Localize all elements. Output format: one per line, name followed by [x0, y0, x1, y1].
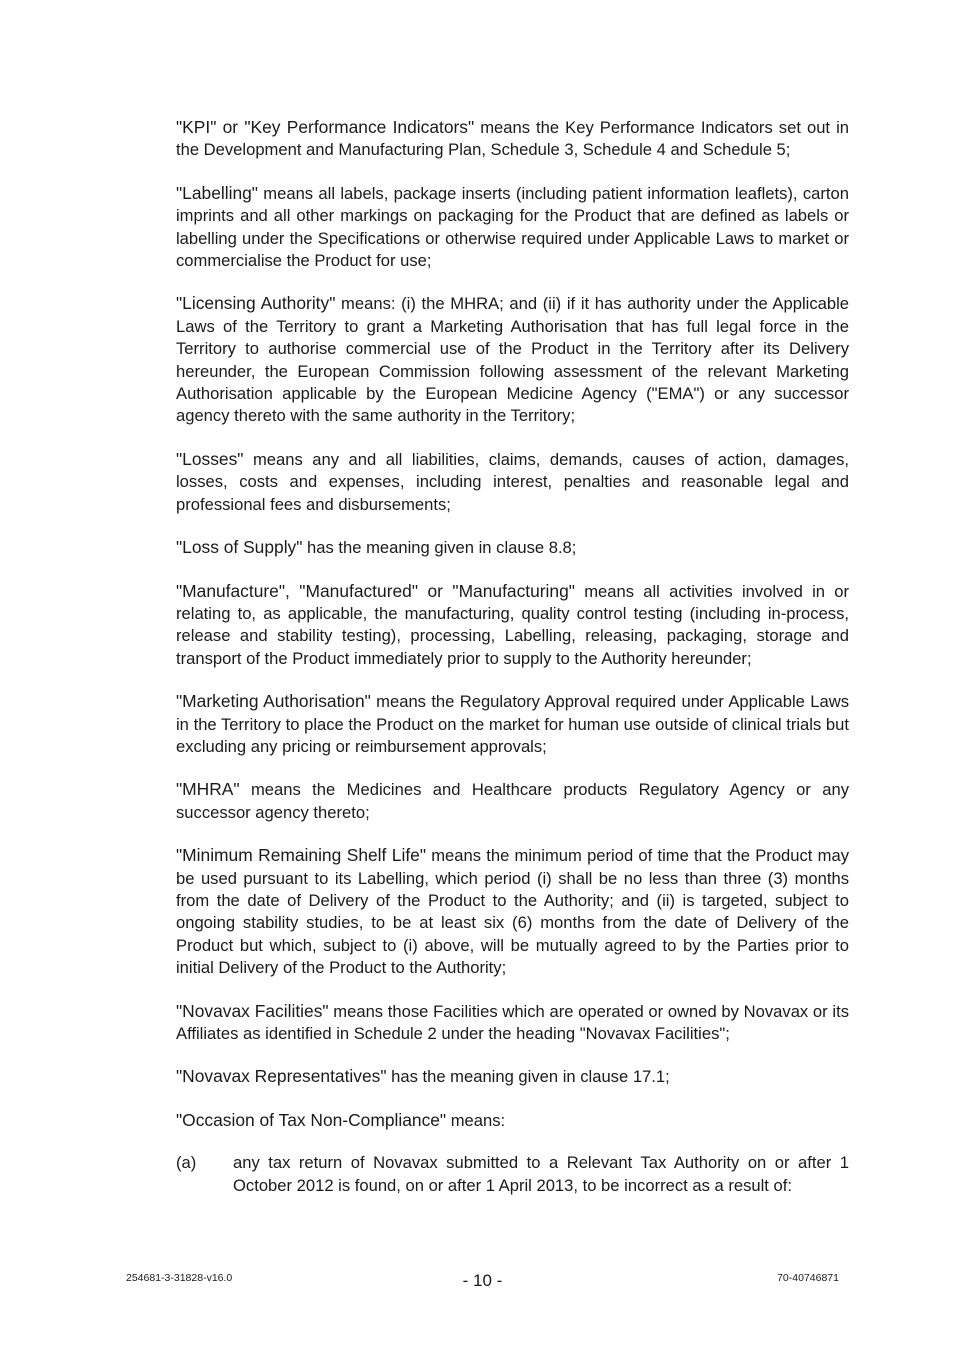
definition-term: "Novavax Facilities" [176, 1000, 329, 1021]
definition-mhra [176, 778, 849, 824]
definition-text: means the Medicines and Healthcare products Regulatory Agency or any successor agency thereto; [176, 780, 849, 822]
definition-text: means all labels, package inserts (including patient information leaflets), carton imprints and all other markings on packaging for the Product that are defined as labels or labelling under the Specifications or otherwise required under Applicable Laws to market or commercialise the Product for use; [176, 183, 849, 271]
footer-reference: 70-40746871 [777, 1272, 839, 1284]
list-item-label: (a) [176, 1153, 197, 1173]
list-item [176, 1152, 849, 1197]
definition-term: "Minimum Remaining Shelf Life" [176, 845, 427, 866]
definition-losses [176, 448, 849, 516]
definition-text: means the Regulatory Approval required under Applicable Laws in the Territory to place the Product on the market for human use outside of clinical trials but excluding any pricing or reimbursement approvals; [176, 692, 849, 756]
definition-term: "Loss of Supply" [176, 537, 303, 558]
definition-labelling [176, 182, 849, 273]
definition-term: "KPI" or "Key Performance Indicators" [176, 117, 475, 137]
definition-text: means the minimum period of time that the Product may be used pursuant to its Labelling, which period (i) shall be no less than three (3) months from the date of Delivery of the Product to the Authority; and (ii) is targeted, subject to ongoing stability studies, to be at least six (6) months from the date of Delivery of the Product but which, subject to (i) above, will be mutually agreed to by the Parties prior to initial Delivery of the Product to the Authority; [176, 846, 849, 978]
definition-minimum-remaining-shelf-life [176, 844, 849, 979]
definition-manufacture [176, 580, 849, 671]
definition-text: means all activities involved in or relating to, as applicable, the manufacturing, quality control testing (including in-process, release and stability testing), processing, Labelling, releasing, packaging, storage and transport of the Product immediately prior to supply to the Authority hereunder; [176, 581, 850, 668]
definition-text: means any and all liabilities, claims, demands, causes of action, damages, losses, costs and expenses, including interest, penalties and reasonable legal and professional fees and disbursements; [176, 449, 849, 514]
definition-marketing-authorisation [176, 690, 849, 758]
definition-term: "Occasion of Tax Non-Compliance" [176, 1109, 447, 1130]
definition-term: "MHRA" [176, 779, 240, 800]
definition-text: means: [446, 1110, 506, 1130]
definition-term: "Manufacture", "Manufactured" or "Manufacturing" [176, 580, 575, 601]
definition-text: means the Key Performance Indicators set out in the Development and Manufacturing Plan, Schedule 3, Schedule 4 and Schedule 5; [176, 118, 849, 160]
definition-novavax-representatives [176, 1065, 849, 1088]
definition-kpi [176, 116, 849, 162]
page-number: - 10 - [462, 1271, 503, 1290]
definition-term: "Losses" [176, 448, 244, 469]
list-item-text: any tax return of Novavax submitted to a Relevant Tax Authority on or after 1 October 2012 is found, on or after 1 April 2013, to be incorrect as a result of: [233, 1153, 849, 1195]
definition-text: has the meaning given in clause 8.8; [302, 538, 577, 558]
definition-novavax-facilities [176, 1000, 849, 1046]
footer-document-id: 254681-3-31828-v16.0 [126, 1272, 233, 1284]
definition-licensing-authority [176, 292, 849, 427]
definition-term: "Licensing Authority" [176, 293, 336, 314]
definitions-section [176, 116, 849, 1197]
definition-text: has the meaning given in clause 17.1; [386, 1067, 670, 1087]
definition-loss-of-supply [176, 536, 849, 559]
definition-term: "Labelling" [176, 182, 258, 203]
definition-text: means: (i) the MHRA; and (ii) if it has authority under the Applicable Laws of the Territory to grant a Marketing Authorisation that has full legal force in the Territory to authorise commercial use of the Product in the Territory after its Delivery hereunder, the European Commission following assessment of the relevant Marketing Authorisation applicable by the European Medicine Agency ("EMA") or any successor agency thereto with the same authority in the Territory; [176, 294, 850, 426]
definition-term: "Novavax Representatives" [176, 1066, 387, 1087]
definition-term: "Marketing Authorisation" [176, 691, 371, 712]
definition-text: means those Facilities which are operated or owned by Novavax or its Affiliates as identified in Schedule 2 under the heading "Novavax Facilities"; [176, 1001, 849, 1043]
definition-occasion-of-tax-non-compliance [176, 1109, 849, 1132]
